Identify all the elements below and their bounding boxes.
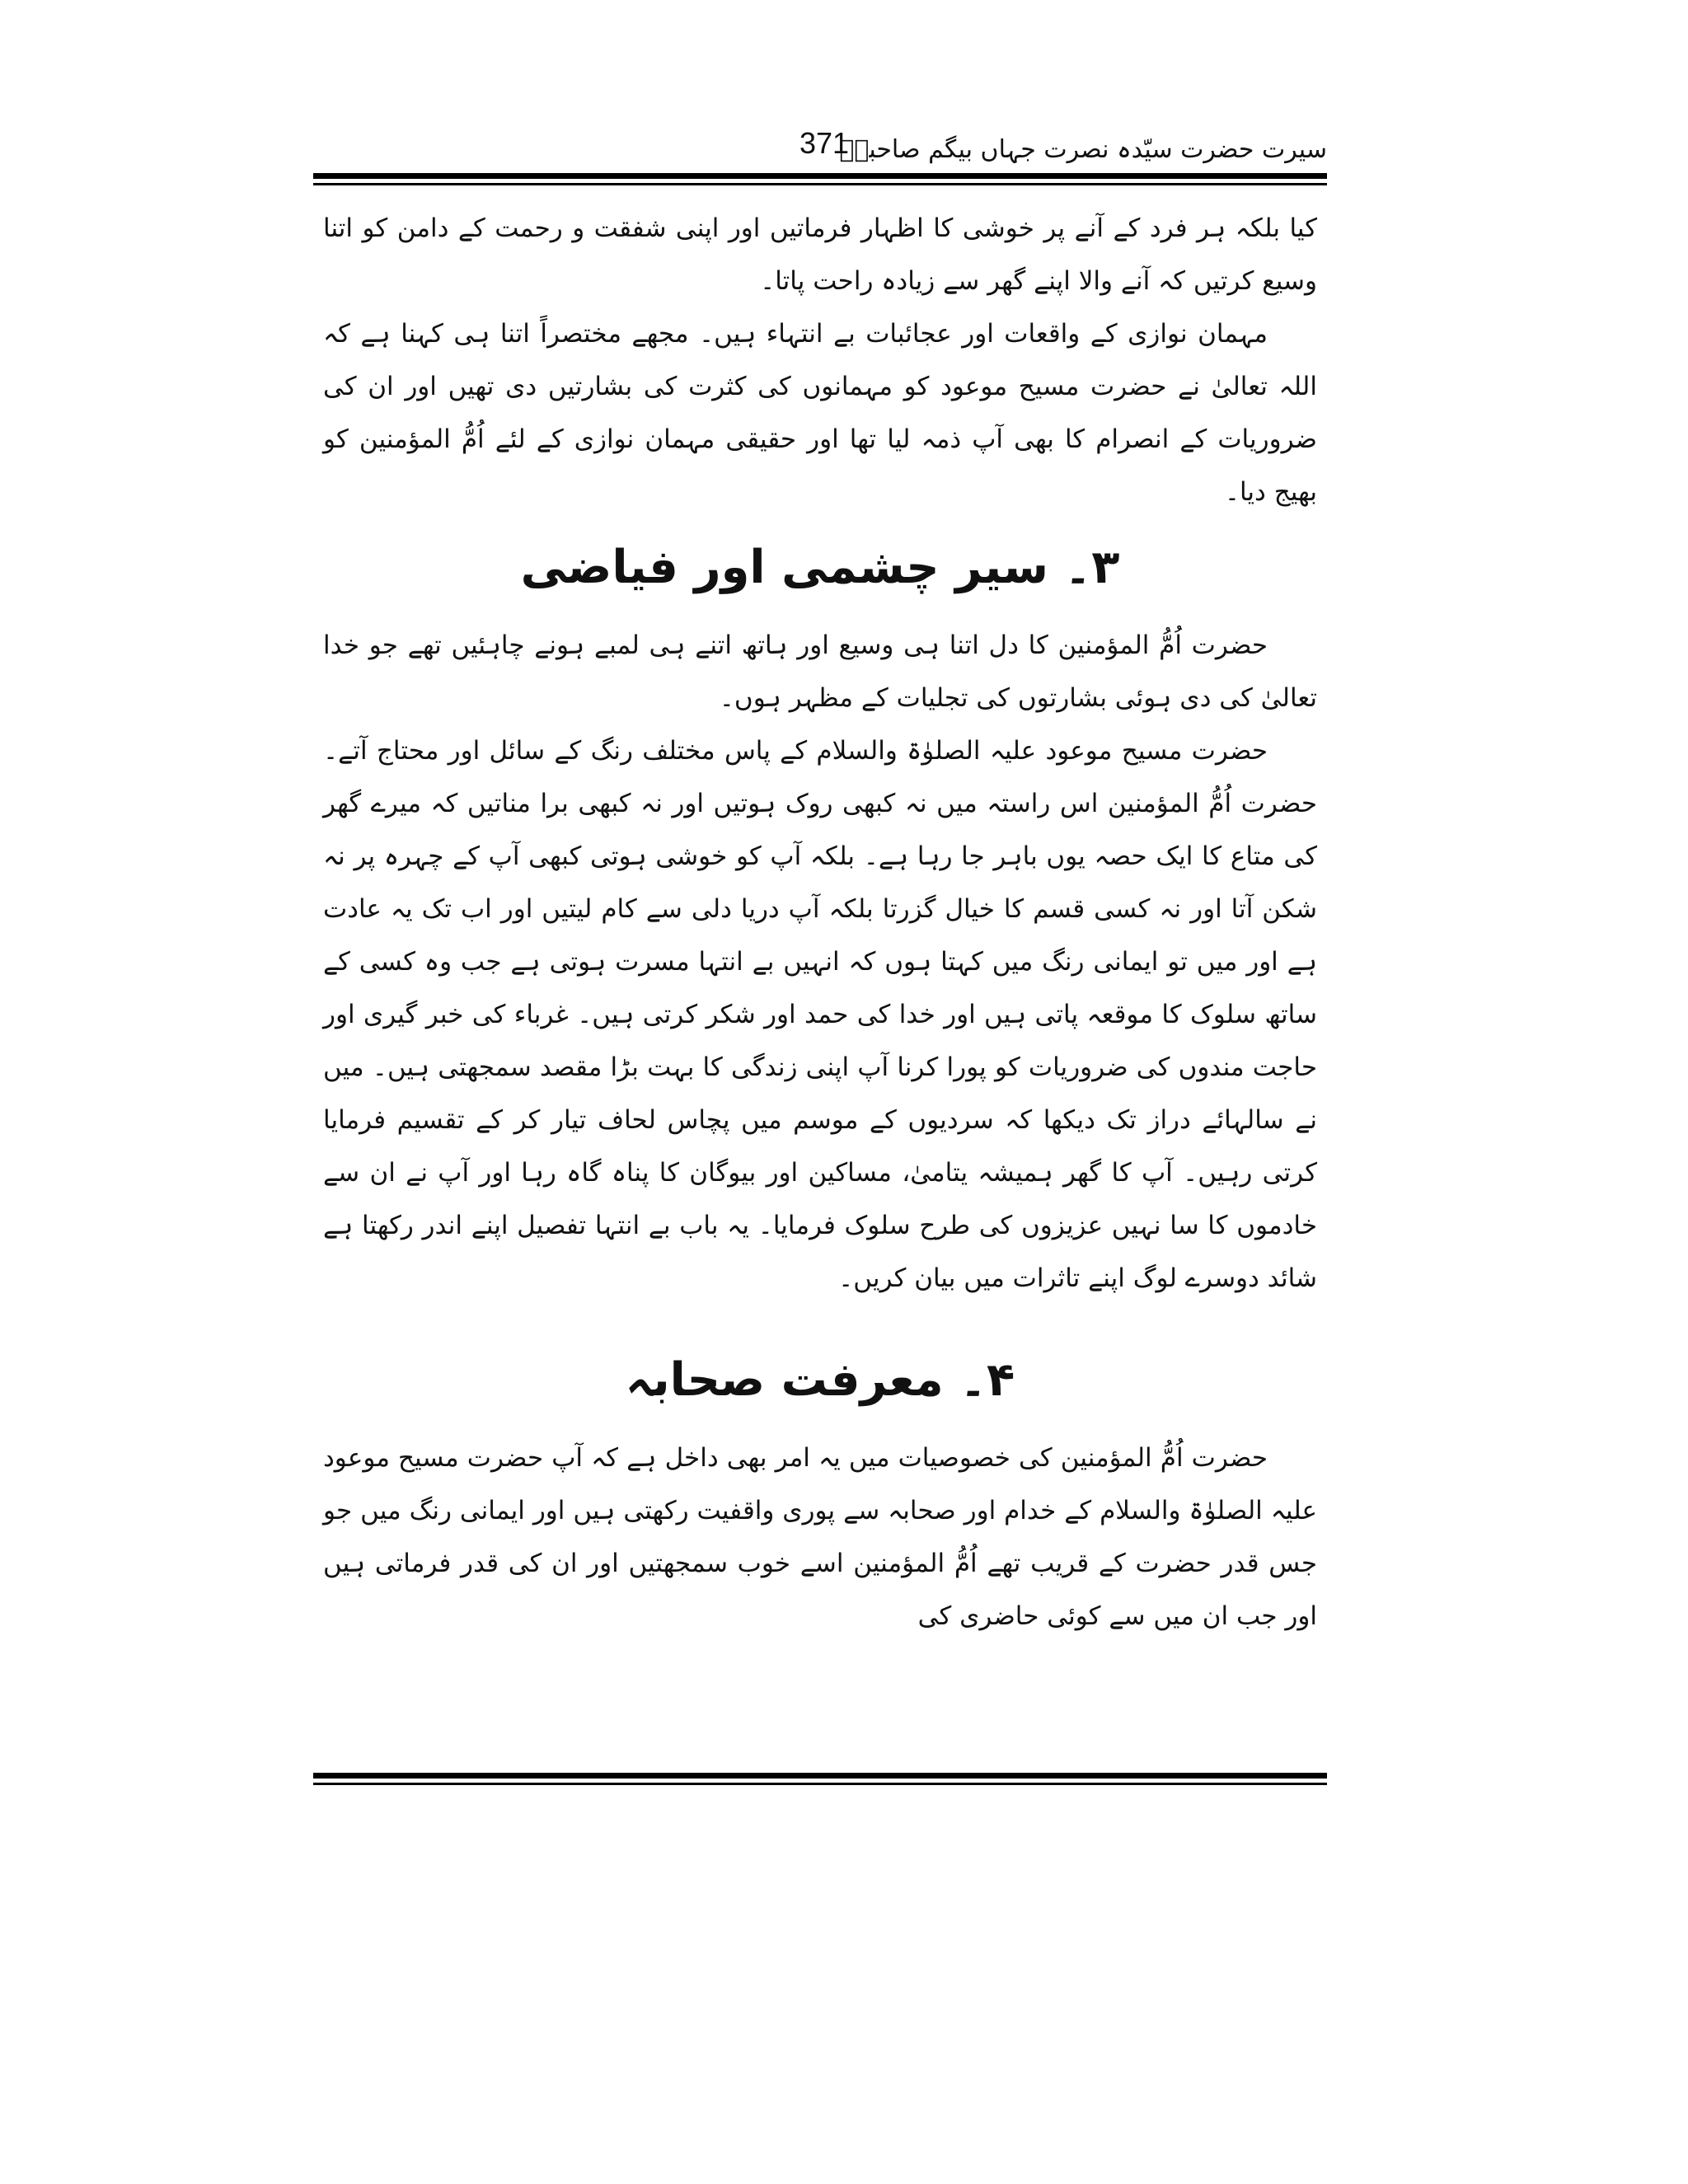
- page-body: [323, 202, 1317, 1764]
- header-rule-thick: [313, 173, 1327, 179]
- running-title: سیرت حضرت سیّدہ نصرت جہاں بیگم صاحبہؓ: [839, 135, 1327, 164]
- paragraph-5: حضرت اُمُّ المؤمنین کی خصوصیات میں یہ امر بھی داخل ہے کہ آپ حضرت مسیح موعود علیہ الصلوٰۃ والسلام کے خدام اور صحابہ سے پوری واقفیت رکھتی ہیں اور ایمانی رنگ میں جو جس قدر حضرت کے قریب تھے اُمُّ المؤمنین اسے خوب سمجھتیں اور ان کی قدر فرماتی ہیں اور جب ان میں سے کوئی حاضری کی: [323, 1443, 1317, 1631]
- paragraph-4: حضرت مسیح موعود علیہ الصلوٰۃ والسلام کے پاس مختلف رنگ کے سائل اور محتاج آتے۔ حضرت اُمُّ المؤمنین اس راستہ میں نہ کبھی روک ہوتیں اور نہ کبھی برا مناتیں کہ میرے گھر کی متاع کا ایک حصہ یوں باہر جا رہا ہے۔ بلکہ آپ کو خوشی ہوتی کبھی آپ کے چہرہ پر نہ شکن آتا اور نہ کسی قسم کا خیال گزرتا بلکہ آپ دریا دلی سے کام لیتیں اور اب تک یہ عادت ہے اور میں تو ایمانی رنگ میں کہتا ہوں کہ انہیں بے انتہا مسرت ہوتی ہے جب وہ کسی کے ساتھ سلوک کا موقعہ پاتی ہیں اور خدا کی حمد اور شکر کرتی ہیں۔ غرباء کی خبر گیری اور حاجت مندوں کی ضروریات کو پورا کرنا آپ اپنی زندگی کا بہت بڑا مقصد سمجھتی ہیں۔ میں نے سالہائے دراز تک دیکھا کہ سردیوں کے موسم میں پچاس لحاف تیار کر کے تقسیم فرمایا کرتی رہیں۔ آپ کا گھر ہمیشہ یتامیٰ، مساکین اور بیوگان کا پناہ گاہ رہا اور آپ نے ان سے خادموں کا سا نہیں عزیزوں کی طرح سلوک فرمایا۔ یہ باب بے انتہا تفصیل اپنے اندر رکھتا ہے شائد دوسرے لوگ اپنے تاثرات میں بیان کریں۔: [323, 736, 1317, 1293]
- footer-rule-thick: [313, 1773, 1327, 1779]
- section-heading-4: ۴۔ معرفت صحابہ: [625, 1353, 1015, 1407]
- section-heading-3: ۳۔ سیر چشمی اور فیاضی: [520, 541, 1120, 594]
- paragraph-1: کیا بلکہ ہر فرد کے آنے پر خوشی کا اظہار فرماتیں اور اپنی شفقت و رحمت کے دامن کو اتنا وسیع کرتیں کہ آنے والا اپنے گھر سے زیادہ راحت پاتا۔: [323, 213, 1317, 296]
- page-number: 371: [799, 126, 850, 160]
- paragraph-2: مہمان نوازی کے واقعات اور عجائبات بے انتہاء ہیں۔ مجھے مختصراً اتنا ہی کہنا ہے کہ اللہ تعالیٰ نے حضرت مسیح موعود کو مہمانوں کی کثرت کی بشارتیں دی تھیں اور ان کی ضروریات کے انصرام کا بھی آپ ذمہ لیا تھا اور حقیقی مہمان نوازی کے لئے اُمُّ المؤمنین کو بھیج دیا۔: [323, 319, 1317, 507]
- header-rule-thin: [313, 183, 1327, 185]
- footer-rule-thin: [313, 1783, 1327, 1785]
- paragraph-3: حضرت اُمُّ المؤمنین کا دل اتنا ہی وسیع اور ہاتھ اتنے ہی لمبے ہونے چاہئیں تھے جو خدا تعالیٰ کی دی ہوئی بشارتوں کی تجلیات کے مظہر ہوں۔: [323, 630, 1317, 713]
- page-header: [313, 124, 1327, 175]
